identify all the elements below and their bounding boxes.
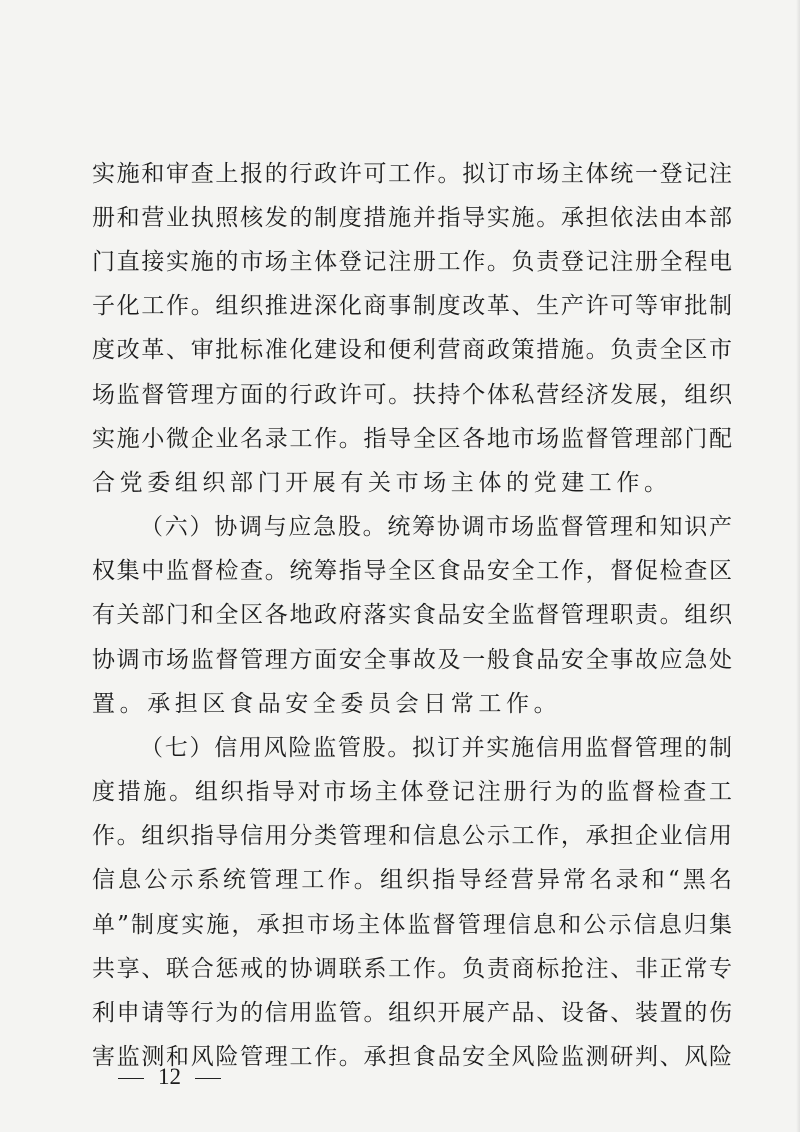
section-heading-line: （七）信用风险监管股。拟订并实施信用监督管理的制: [140, 735, 732, 761]
body-line: 门直接实施的市场主体登记注册工作。负责登记注册全程电: [92, 249, 732, 275]
body-line: 权集中监督检查。统筹指导全区食品安全工作，督促检查区: [92, 558, 732, 584]
body-line: 害监测和风险管理工作。承担食品安全风险监测研判、风险: [92, 1044, 732, 1070]
body-line: 共享、联合惩戒的协调联系工作。负责商标抢注、非正常专: [92, 956, 732, 982]
body-line: 利申请等行为的信用监管。组织开展产品、设备、装置的伤: [92, 1000, 732, 1026]
body-line: 子化工作。组织推进深化商事制度改革、生产许可等审批制: [92, 293, 732, 319]
body-line: 信息公示系统管理工作。组织指导经营异常名录和“黑名: [92, 867, 732, 893]
body-line: 作。组织指导信用分类管理和信息公示工作，承担企业信用: [92, 823, 732, 849]
body-line: 度措施。组织指导对市场主体登记注册行为的监督检查工: [92, 779, 732, 805]
body-line: 册和营业执照核发的制度措施并指导实施。承担依法由本部: [92, 205, 732, 231]
page-number: [104, 1062, 235, 1092]
dash-right: [195, 1078, 221, 1080]
section-heading-line: （六）协调与应急股。统筹协调市场监督管理和知识产: [140, 514, 732, 540]
body-line: 单”制度实施，承担市场主体监督管理信息和公示信息归集: [92, 912, 732, 938]
body-line: 度改革、审批标准化建设和便利营商政策措施。负责全区市: [92, 337, 732, 363]
body-line: 合党委组织部门开展有关市场主体的党建工作。: [92, 470, 672, 496]
dash-left: [118, 1078, 144, 1080]
body-line: 实施小微企业名录工作。指导全区各地市场监督管理部门配: [92, 426, 732, 452]
body-line: 实施和审查上报的行政许可工作。拟订市场主体统一登记注: [92, 161, 732, 187]
body-line: 协调市场监督管理方面安全事故及一般食品安全事故应急处: [92, 647, 732, 673]
body-line: 有关部门和全区各地政府落实食品安全监督管理职责。组织: [92, 602, 732, 628]
body-line: 场监督管理方面的行政许可。扶持个体私营经济发展，组织: [92, 382, 732, 408]
body-line: 置。承担区食品安全委员会日常工作。: [92, 691, 562, 717]
page-number-value: 12: [158, 1064, 181, 1089]
page-edge-shadow: [796, 0, 800, 1132]
